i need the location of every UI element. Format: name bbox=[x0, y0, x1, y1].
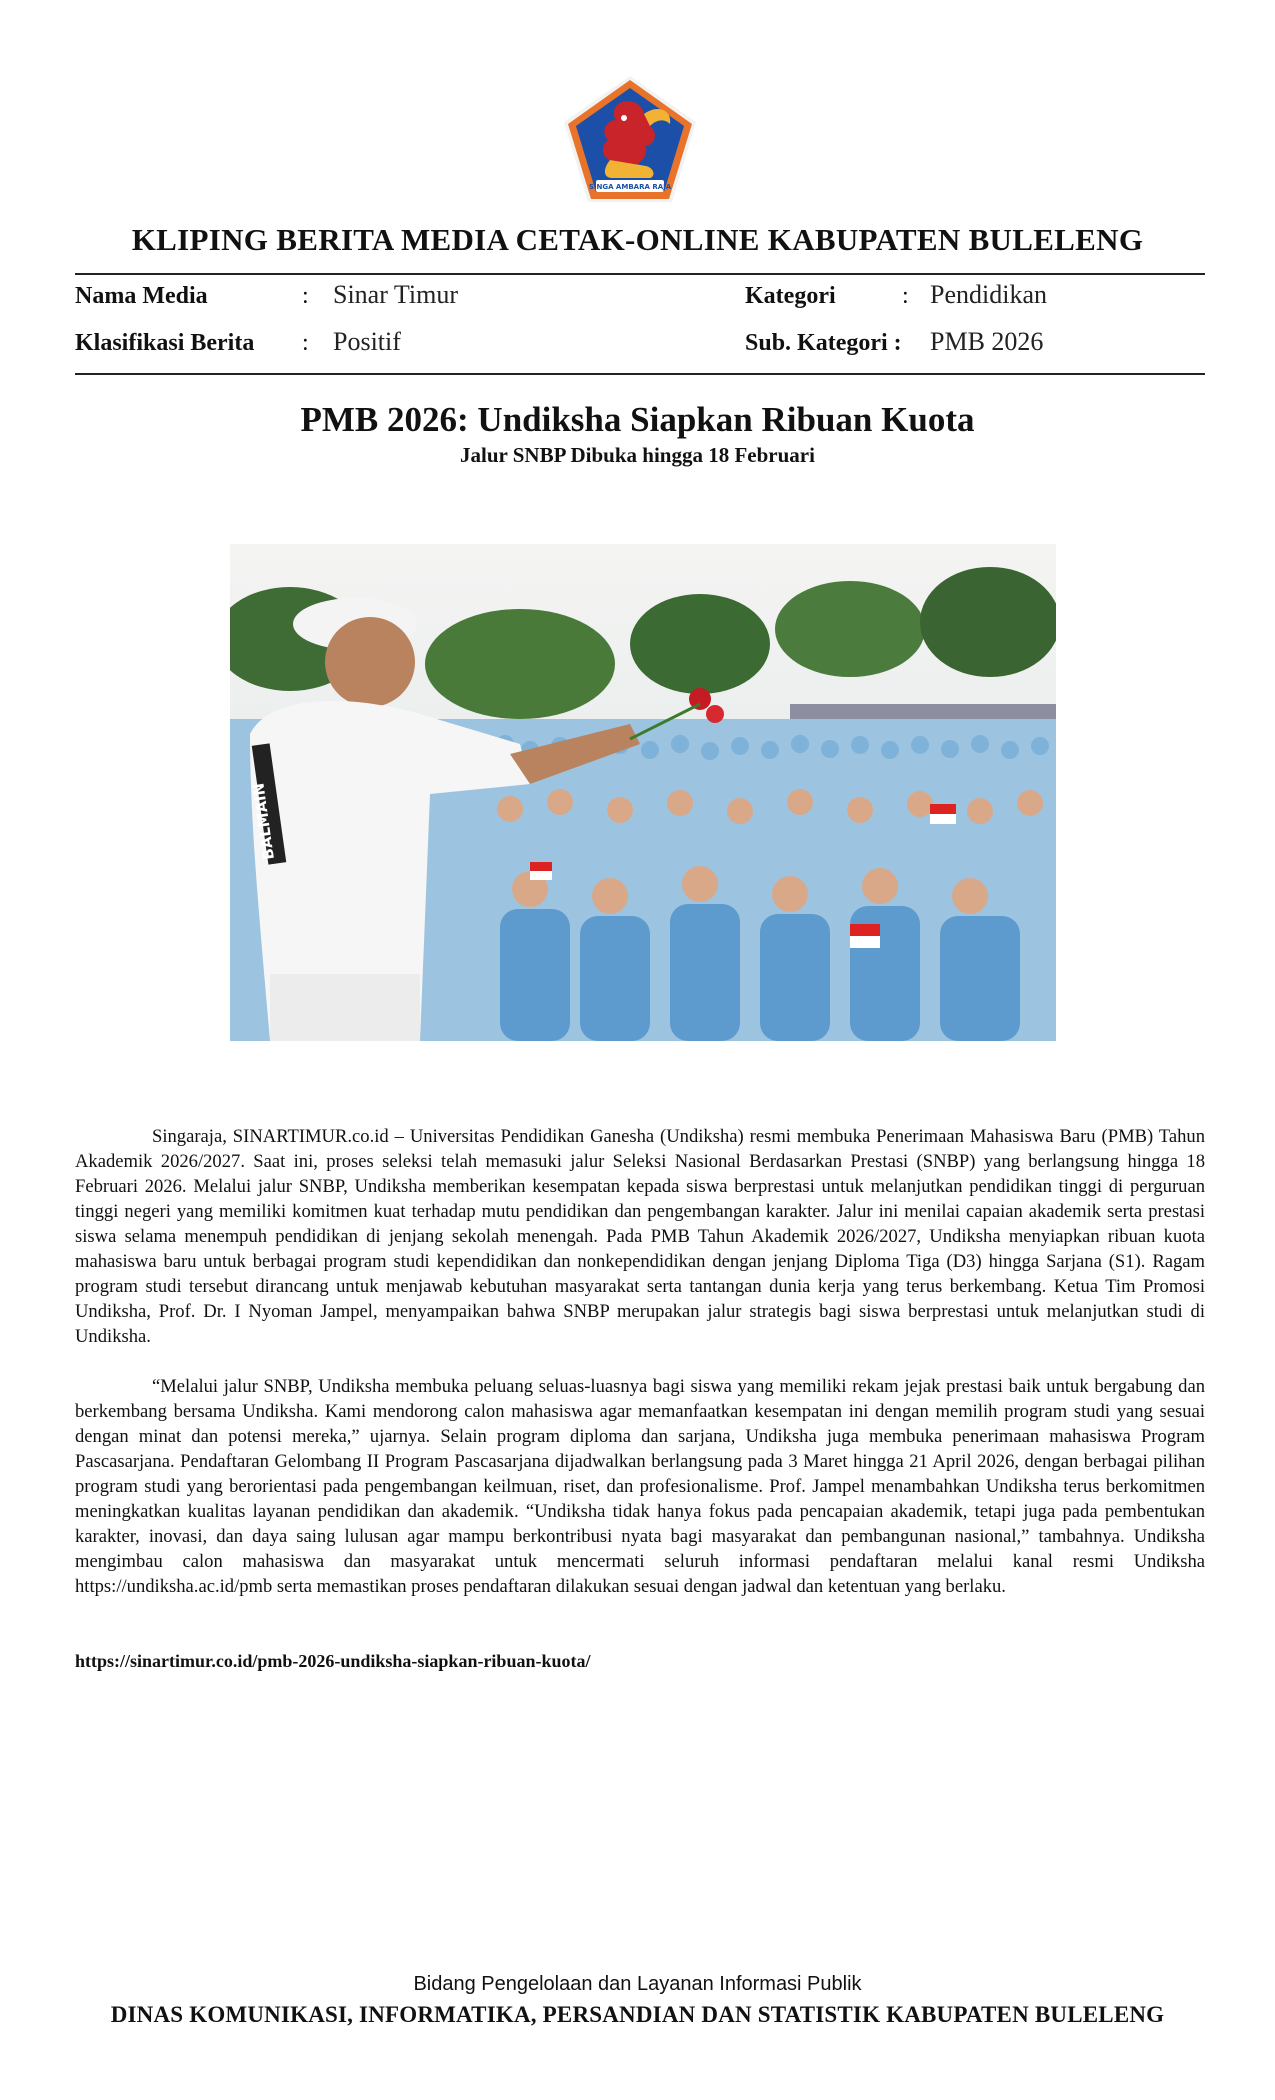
header-divider-top bbox=[75, 273, 1205, 275]
article-headline: PMB 2026: Undiksha Siapkan Ribuan Kuota bbox=[300, 400, 975, 439]
sub-kategori-label: Sub. Kategori : bbox=[745, 330, 902, 356]
clipping-title: KLIPING BERITA MEDIA CETAK-ONLINE KABUPATEN BULELENG bbox=[131, 222, 1144, 257]
photo-shirt-text: BALMAIN bbox=[249, 781, 278, 861]
article-photo bbox=[230, 544, 1056, 1041]
article-paragraph-1 bbox=[75, 1124, 1205, 1349]
kategori-label: Kategori bbox=[745, 283, 836, 309]
footer-department: Bidang Pengelolaan dan Layanan Informasi Publik bbox=[413, 1973, 862, 1995]
paragraph-text: Singaraja, SINARTIMUR.co.id – Universitas Pendidikan Ganesha (Undiksha) resmi membuka Penerimaan Mahasiswa Baru (PMB) Tahun Akademik 2026/2027. Saat ini, proses seleksi telah memasuki jalur Seleksi Nasional Berdasarkan Prestasi (SNBP) yang berlangsung hingga 18 Februari 2026. Melalui jalur SNBP, Undiksha memberikan kesempatan kepada siswa berprestasi untuk melanjutkan pendidikan tinggi di perguruan tinggi negeri yang memiliki komitmen kuat terhadap mutu pendidikan dan pengembangan karakter. Jalur ini menilai capaian akademik serta prestasi siswa selama menempuh pendidikan di jenjang sekolah menengah. Pada PMB Tahun Akademik 2026/2027, Undiksha menyiapkan ribuan kuota mahasiswa baru untuk berbagai program studi kependidikan dan nonkependidikan dengan jenjang Diploma Tiga (D3) hingga Sarjana (S1). Ragam program studi tersebut dirancang untuk menjawab kebutuhan masyarakat serta tantangan dunia kerja yang terus berkembang. Ketua Tim Promosi Undiksha, Prof. Dr. I Nyoman Jampel, menyampaikan bahwa SNBP merupakan jalur strategis bagi siswa berprestasi untuk melanjutkan studi di Undiksha. bbox=[75, 1126, 1205, 1347]
nama-media-label: Nama Media bbox=[75, 283, 208, 309]
sub-kategori-value: PMB 2026 bbox=[930, 327, 1044, 356]
colon: : bbox=[302, 330, 309, 356]
klasifikasi-value: Positif bbox=[333, 327, 401, 356]
colon: : bbox=[902, 283, 909, 309]
paragraph-text: “Melalui jalur SNBP, Undiksha membuka peluang seluas-luasnya bagi siswa yang memiliki rekam jejak prestasi baik untuk bergabung dan berkembang bersama Undiksha. Kami mendorong calon mahasiswa agar memanfaatkan kesempatan ini dengan memilih program studi yang sesuai dengan minat dan potensi mereka,” ujarnya. Selain program diploma dan sarjana, Undiksha juga membuka penerimaan mahasiswa Program Pascasarjana. Pendaftaran Gelombang II Program Pascasarjana dijadwalkan berlangsung pada 3 Maret hingga 21 April 2026, dengan berbagai pilihan program studi yang berorientasi pada pengembangan keilmuan, riset, dan profesionalisme. Prof. Jampel menambahkan Undiksha terus berkomitmen meningkatkan kualitas layanan pendidikan dan akademik. “Undiksha tidak hanya fokus pada pencapaian akademik, tetapi juga pada pembentukan karakter, inovasi, dan daya saing lulusan agar mampu berkontribusi nyata bagi masyarakat dan pembangunan nasional,” tambahnya. Undiksha mengimbau calon mahasiswa dan masyarakat untuk mencermati seluruh informasi pendaftaran melalui kanal resmi Undiksha https://undiksha.ac.id/pmb serta memastikan proses pendaftaran dilakukan sesuai dengan jadwal dan ketentuan yang berlaku. bbox=[75, 1376, 1205, 1597]
nama-media-value: Sinar Timur bbox=[333, 280, 458, 309]
logo-caption: SINGA AMBARA RAJA bbox=[588, 183, 672, 191]
colon: : bbox=[302, 283, 309, 309]
kategori-value: Pendidikan bbox=[930, 280, 1047, 309]
article-subheadline: Jalur SNBP Dibuka hingga 18 Februari bbox=[460, 443, 815, 467]
regency-logo bbox=[560, 74, 700, 206]
footer-agency: DINAS KOMUNIKASI, INFORMATIKA, PERSANDIAN DAN STATISTIK KABUPATEN BULELENG bbox=[110, 2002, 1165, 2027]
source-url-link[interactable]: https://sinartimur.co.id/pmb-2026-undiksha-siapkan-ribuan-kuota/ bbox=[75, 1651, 591, 1671]
article-paragraph-2 bbox=[75, 1374, 1205, 1599]
klasifikasi-label: Klasifikasi Berita bbox=[75, 330, 255, 356]
singa-ambara-raja-emblem-icon bbox=[560, 74, 700, 206]
header-divider-bottom bbox=[75, 373, 1205, 375]
